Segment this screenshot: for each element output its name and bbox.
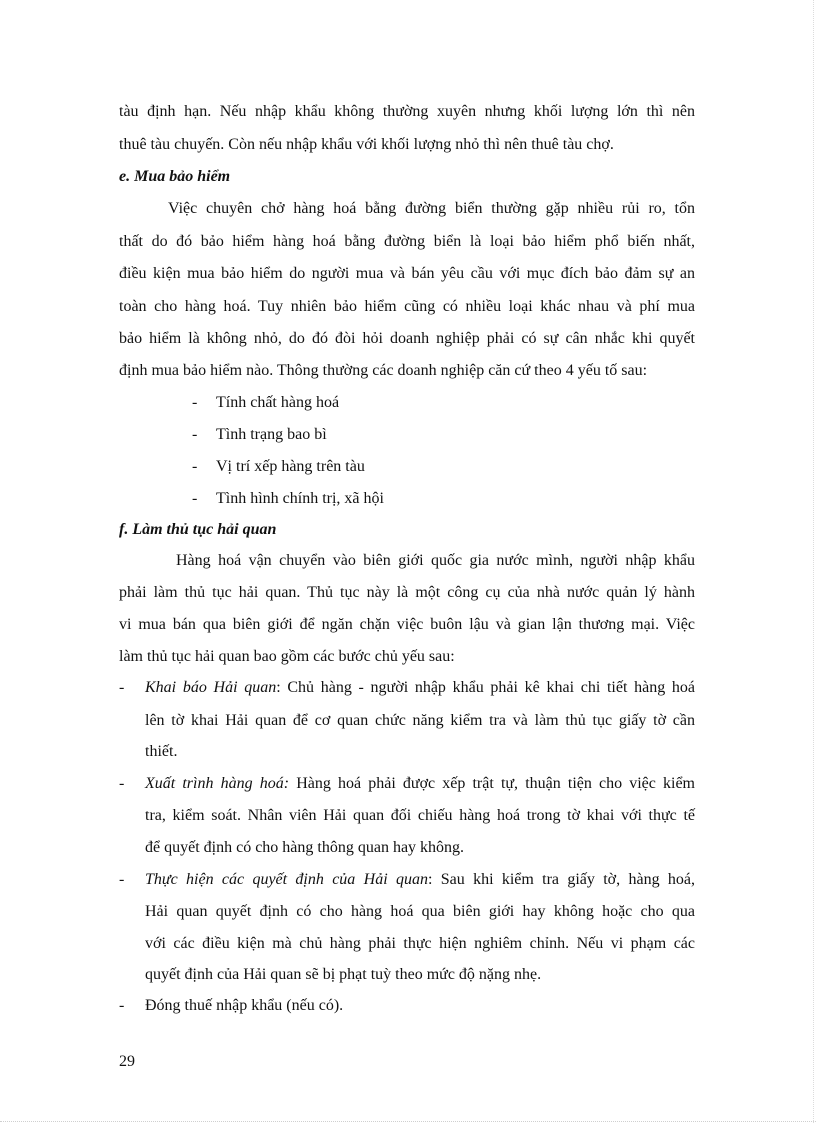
list-dash: - — [192, 490, 198, 507]
step-term: Thực hiện các quyết định của Hải quan — [145, 871, 428, 888]
list-dash: - — [192, 394, 198, 411]
step-term: Xuất trình hàng hoá: — [145, 775, 290, 792]
paragraph-line: với các điều kiện mà chủ hàng phải thực hiện nghiêm chỉnh. Nếu vi phạm các — [145, 935, 695, 952]
section-heading-e: e. Mua bảo hiểm — [119, 168, 231, 185]
paragraph-line: vi mua bán qua biên giới để ngăn chặn việc buôn lậu và gian lận thương mại. Việc — [119, 616, 695, 633]
list-dash: - — [192, 426, 198, 443]
paragraph-line: phải làm thủ tục hải quan. Thủ tục này là một công cụ của nhà nước quản lý hành — [119, 584, 695, 601]
paragraph-line: tra, kiểm soát. Nhân viên Hải quan đối chiếu hàng hoá trong tờ khai với thực tế — [145, 807, 695, 824]
section-heading-f: f. Làm thủ tục hải quan — [119, 521, 277, 538]
list-item: Vị trí xếp hàng trên tàu — [216, 458, 365, 475]
paragraph-line: lên tờ khai Hải quan để cơ quan chức năng kiểm tra và làm thủ tục giấy tờ cần — [145, 712, 695, 729]
step-text: : Chủ hàng - người nhập khẩu phải kê khai chi tiết hàng hoá — [276, 679, 695, 696]
page-edge-right — [813, 0, 814, 1123]
list-item: Tình hình chính trị, xã hội — [216, 490, 384, 507]
list-item: Tình trạng bao bì — [216, 426, 327, 443]
paragraph-line: quyết định của Hải quan sẽ bị phạt tuỳ theo mức độ nặng nhẹ. — [145, 966, 542, 983]
step-thuc-hien-line — [145, 870, 695, 890]
list-dash: - — [192, 458, 198, 475]
paragraph-line: thất do đó bảo hiểm hàng hoá bằng đường biển là loại bảo hiểm phổ biến nhất, — [119, 233, 695, 250]
paragraph-line: điều kiện mua bảo hiểm do người mua và bán yêu cầu với mục đích bảo đảm sự an — [119, 265, 695, 282]
step-dash: - — [119, 679, 125, 696]
paragraph-line: bảo hiểm là không nhỏ, do đó đòi hỏi doanh nghiệp phải có sự cân nhắc khi quyết — [119, 330, 695, 347]
paragraph-line: làm thủ tục hải quan bao gồm các bước chủ yếu sau: — [119, 648, 455, 665]
step-dong-thue-line: Đóng thuế nhập khẩu (nếu có). — [145, 997, 344, 1014]
paragraph-line: toàn cho hàng hoá. Tuy nhiên bảo hiểm cũng có nhiều loại khác nhau và phí mua — [119, 298, 695, 315]
paragraph-line: Hải quan quyết định có cho hàng hoá qua biên giới hay không hoặc cho qua — [145, 903, 695, 920]
paragraph-line: thiết. — [145, 743, 178, 760]
paragraph-line: định mua bảo hiểm nào. Thông thường các doanh nghiệp căn cứ theo 4 yếu tố sau: — [119, 362, 648, 379]
step-dash: - — [119, 775, 125, 792]
paragraph-line: để quyết định có cho hàng thông quan hay không. — [145, 839, 465, 856]
step-dash: - — [119, 871, 125, 888]
list-item: Tính chất hàng hoá — [216, 394, 340, 411]
page-edge-bottom — [0, 1121, 816, 1122]
step-text: Hàng hoá phải được xếp trật tự, thuận tiện cho việc kiểm — [289, 775, 695, 792]
step-khai-bao-line — [145, 678, 695, 698]
step-term: Khai báo Hải quan — [145, 679, 277, 696]
paragraph-line: tàu định hạn. Nếu nhập khẩu không thường xuyên nhưng khối lượng lớn thì nên — [119, 103, 695, 120]
step-xuat-trinh-line — [145, 774, 695, 794]
paragraph-line: Việc chuyên chở hàng hoá bằng đường biển thường gặp nhiều rủi ro, tổn — [168, 200, 695, 217]
step-dash: - — [119, 997, 125, 1014]
paragraph-line: Hàng hoá vận chuyển vào biên giới quốc gia nước mình, người nhập khẩu — [176, 552, 695, 569]
paragraph-line: thuê tàu chuyến. Còn nếu nhập khẩu với khối lượng nhỏ thì nên thuê tàu chợ. — [119, 136, 614, 153]
step-text: : Sau khi kiểm tra giấy tờ, hàng hoá, — [427, 871, 695, 888]
page-number: 29 — [119, 1053, 135, 1070]
